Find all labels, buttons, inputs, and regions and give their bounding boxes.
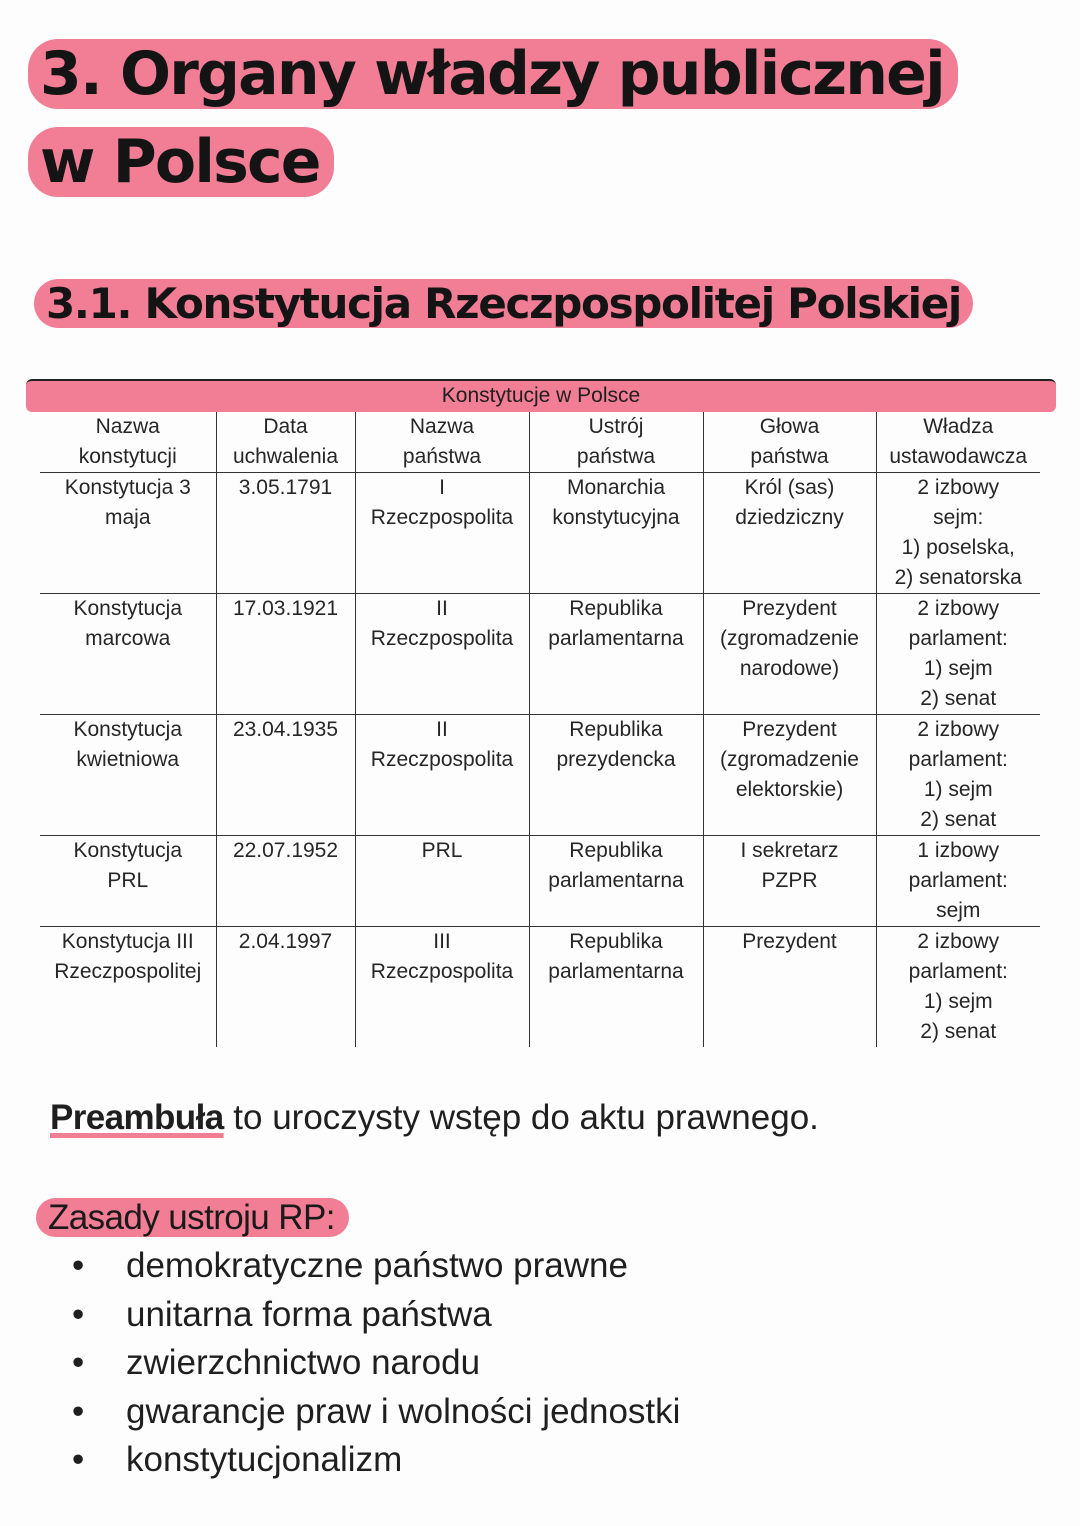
principles-list [72,1242,680,1485]
table-cell: 2 izbowy parlament: 1) sejm 2) senat [876,594,1040,715]
table-cell: Prezydent (zgromadzenie elektorskie) [703,715,876,836]
table-cell: Republika prezydencka [529,715,703,836]
table-cell: Prezydent (zgromadzenie narodowe) [703,594,876,715]
bullet-icon: • [72,1440,85,1479]
bullet-icon: • [72,1246,85,1285]
table-cell: PRL [355,836,529,927]
bullet-icon: • [72,1391,85,1431]
list-item [72,1242,680,1291]
table-cell: Konstytucja kwietniowa [40,715,216,836]
preamble-definition [50,1094,819,1142]
constitutions-table-block [26,375,1056,1047]
table-cell: 22.07.1952 [216,836,355,927]
list-item-text: unitarna forma państwa [126,1294,492,1334]
table-cell: 17.03.1921 [216,594,355,715]
table-cell: Republika parlamentarna [529,594,703,715]
section-heading [34,273,973,335]
principles-heading [36,1195,349,1241]
section-heading-text: 3.1. Konstytucja Rzeczpospolitej Polskiej [34,279,973,328]
table-row [40,715,1040,836]
table-cell: Konstytucja marcowa [40,594,216,715]
list-item-text: konstytucjonalizm [126,1440,403,1479]
table-row [40,594,1040,715]
list-item-text: demokratyczne państwo prawne [126,1246,628,1285]
list-item [72,1388,680,1437]
list-item [72,1339,680,1388]
table-cell: Konstytucja PRL [40,836,216,927]
bullet-icon: • [72,1294,85,1334]
header-wladza-ustawodawcza: Władza ustawodawcza [876,412,1040,473]
table-row [40,473,1040,594]
bullet-icon: • [72,1343,85,1382]
table-header-row [40,412,1040,473]
list-item-text: gwarancje praw i wolności jednostki [126,1391,681,1431]
table-cell: 2 izbowy parlament: 1) sejm 2) senat [876,715,1040,836]
list-item [72,1291,680,1340]
list-item-text: zwierzchnictwo narodu [126,1343,481,1382]
table-caption: Konstytucje w Polsce [26,379,1056,412]
table-cell: Republika parlamentarna [529,836,703,927]
list-item [72,1436,680,1485]
table-cell: Król (sas) dziedziczny [703,473,876,594]
table-cell: 2.04.1997 [216,927,355,1048]
table-cell: 2 izbowy sejm: 1) poselska, 2) senatorska [876,473,1040,594]
table-row [40,927,1040,1048]
header-nazwa-panstwa: Nazwa państwa [355,412,529,473]
table-cell: Konstytucja III Rzeczpospolitej [40,927,216,1048]
preamble-definition-text: to uroczysty wstęp do aktu prawnego. [223,1098,819,1137]
table-cell: 2 izbowy parlament: 1) sejm 2) senat [876,927,1040,1048]
table-cell: Konstytucja 3 maja [40,473,216,594]
table-cell: I Rzeczpospolita [355,473,529,594]
page-title [28,30,988,206]
header-ustroj-panstwa: Ustrój państwa [529,412,703,473]
table-cell: Republika parlamentarna [529,927,703,1048]
table-cell: Monarchia konstytucyjna [529,473,703,594]
table-cell: 1 izbowy parlament: sejm [876,836,1040,927]
table-cell: 3.05.1791 [216,473,355,594]
preamble-term: Preambuła [50,1098,224,1137]
header-glowa-panstwa: Głowa państwa [703,412,876,473]
principles-heading-text: Zasady ustroju RP: [36,1198,349,1237]
table-cell: Prezydent [703,927,876,1048]
table-cell: II Rzeczpospolita [355,594,529,715]
table-cell: I sekretarz PZPR [703,836,876,927]
header-data-uchwalenia: Data uchwalenia [216,412,355,473]
table-cell: II Rzeczpospolita [355,715,529,836]
table-cell: III Rzeczpospolita [355,927,529,1048]
header-nazwa-konstytucji: Nazwa konstytucji [40,412,216,473]
constitutions-table [40,412,1040,1047]
table-row [40,836,1040,927]
table-cell: 23.04.1935 [216,715,355,836]
page-title-text: 3. Organy władzy publicznej w Polsce [28,39,958,197]
